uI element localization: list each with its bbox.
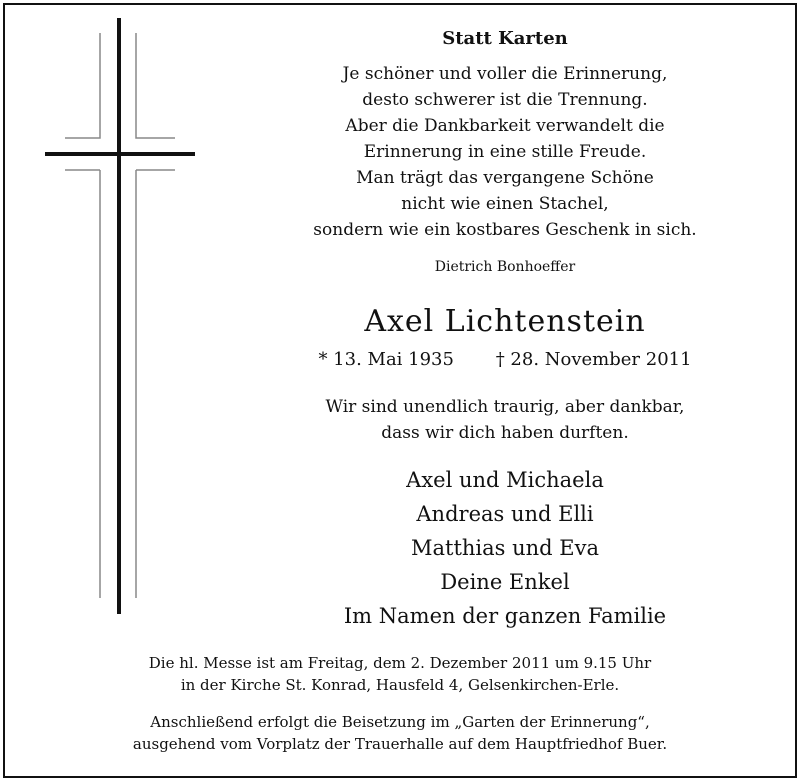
family-line-1: Axel und Michaela [406, 468, 604, 492]
thanks-line-2: dass wir dich haben durften. [381, 423, 629, 443]
poem-line-3: Aber die Dankbarkeit verwandelt die [345, 116, 665, 136]
poem-line-5: Man trägt das vergangene Schöne [356, 168, 654, 188]
service-line-3: Anschließend erfolgt die Beisetzung im „Garten der Erinnerung“, [150, 713, 650, 731]
thanks-line-1: Wir sind unendlich traurig, aber dankbar, [325, 397, 685, 417]
service-line-1: Die hl. Messe ist am Freitag, dem 2. Dezember 2011 um 9.15 Uhr [148, 654, 652, 672]
family-line-4: Deine Enkel [440, 570, 570, 594]
notice-heading: Statt Karten [442, 28, 568, 49]
family-line-2: Andreas und Elli [416, 502, 594, 526]
poem-line-6: nicht wie einen Stachel, [401, 194, 609, 214]
family-line-5: Im Namen der ganzen Familie [343, 604, 667, 628]
cross-icon [45, 18, 195, 614]
poem-line-2: desto schwerer ist die Trennung. [362, 90, 648, 110]
service-line-4: ausgehend vom Vorplatz der Trauerhalle auf dem Hauptfriedhof Buer. [132, 735, 668, 753]
deceased-name: Axel Lichtenstein [364, 304, 646, 339]
family-line-3: Matthias und Eva [411, 536, 599, 560]
quote-author: Dietrich Bonhoeffer [434, 259, 576, 275]
death-date: † 28. November 2011 [495, 349, 692, 370]
life-dates [285, 349, 725, 370]
service-line-2: in der Kirche St. Konrad, Hausfeld 4, Gelsenkirchen-Erle. [180, 676, 620, 694]
poem-line-4: Erinnerung in eine stille Freude. [363, 142, 647, 162]
poem-line-1: Je schöner und voller die Erinnerung, [342, 64, 668, 84]
birth-date: * 13. Mai 1935 [318, 349, 454, 370]
poem-line-7: sondern wie ein kostbares Geschenk in sich. [313, 220, 697, 240]
